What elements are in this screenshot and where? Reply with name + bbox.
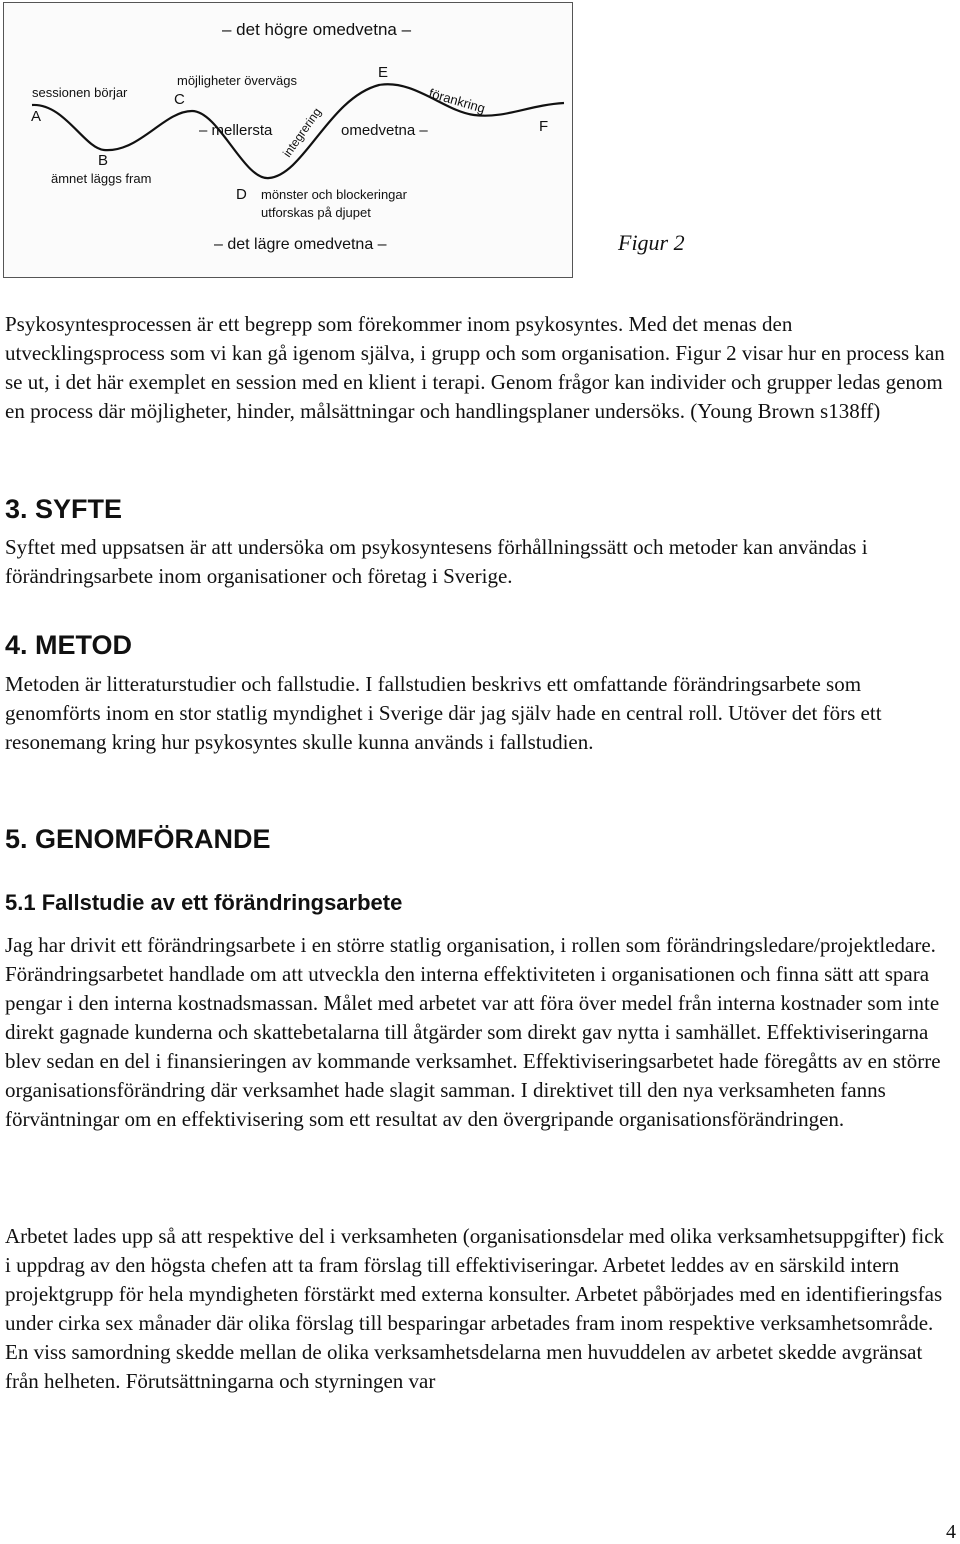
label-e: E — [378, 64, 389, 81]
label-c: C — [174, 91, 185, 108]
fallstudie-paragraph-2: Arbetet lades upp så att respektive del i verksamheten (organisationsdelar med olika verksamhetsuppgifter) fick i uppdrag av den högsta chefen att ta fram förslag till effektiviseringar. Arbetet leddes av en särskild intern projektgrupp för hela myndigheten förstärkt med externa konsulter. Arbetet påbörjades med en identifieringsfas under cirka sex månader där olika förslag till besparingar arbetades fram inom respektive verksamhetsområde. En viss samordning skedde mellan de olika verksamhetsdelarna men huvuddelen av arbetet skedde avgränsat från helheten. Förutsättningarna och styrningen var — [5, 1224, 945, 1393]
heading-genomforande: 5. GENOMFÖRANDE — [5, 824, 271, 854]
label-d-text-2: utforskas på djupet — [261, 205, 371, 220]
syfte-paragraph: Syftet med uppsatsen är att undersöka om psykosyntesens förhållningssätt och metoder kan användas i förändringsarbete inom organisationer och företag i Sverige. — [5, 535, 868, 588]
figure-caption: Figur 2 — [618, 230, 685, 255]
page-number: 4 — [946, 1521, 956, 1543]
label-middle-right: omedvetna – — [341, 122, 428, 139]
label-bottom: – det lägre omedvetna – — [214, 236, 387, 253]
label-a: A — [31, 108, 42, 125]
label-d-text-1: mönster och blockeringar — [261, 187, 407, 202]
label-start: sessionen börjar — [32, 85, 128, 100]
label-top: – det högre omedvetna – — [222, 20, 412, 39]
label-b: B — [98, 152, 109, 169]
process-diagram — [4, 3, 574, 279]
heading-fallstudie: 5.1 Fallstudie av ett förändringsarbete — [5, 890, 403, 915]
label-f: F — [539, 118, 549, 135]
process-figure — [3, 2, 573, 278]
fallstudie-paragraph-1: Jag har drivit ett förändringsarbete i en större statlig organisation, i rollen som förändringsledare/projektledare. Förändringsarbetet handlade om att utveckla den interna effektiviteten i organisationen och finna sätt att spara pengar i den interna kostnadsmassan. Målet med arbetet var att föra över medel från interna kostnader som inte direkt gagnade kunderna och skattebetalarna till åtgärder som direkt gav nytta i samhället. Effektiviseringarna blev sedan en del i finansieringen av kommande verksamhet. Effektiviseringsarbetet hade föregåtts av en större organisationsförändring där verksamhet hade slagit samman. I direktivet till den nya verksamheten fanns förväntningar om en effektivisering som ett resultat av den övergripande organisationsförändringen. — [5, 933, 941, 1131]
intro-paragraph: Psykosyntesprocessen är ett begrepp som förekommer inom psykosyntes. Med det menas den utvecklingsprocess som vi kan gå igenom själva, i grupp och som organisation. Figur 2 visar hur en process kan se ut, i det här exemplet en session med en klient i terapi. Genom frågor kan individer och grupper ledas genom en process där möjligheter, hinder, målsättningar och handlingsplaner undersöks. (Young Brown s138ff) — [5, 312, 945, 423]
metod-paragraph: Metoden är litteraturstudier och fallstudie. I fallstudien beskrivs ett omfattande förändringsarbete som genomförts inom en stor statlig myndighet i Sverige där jag själv hade en central roll. Utöver det förs ett resonemang kring hur psykosyntes skulle kunna används i fallstudien. — [5, 672, 882, 754]
label-middle-left: – mellersta — [199, 122, 273, 139]
label-b-text: ämnet läggs fram — [51, 171, 152, 186]
label-integration: integrering — [279, 105, 324, 160]
label-c-text: möjligheter övervägs — [177, 73, 297, 88]
heading-syfte: 3. SYFTE — [5, 494, 123, 524]
heading-metod: 4. METOD — [5, 630, 133, 660]
label-d: D — [236, 186, 247, 203]
label-anchoring: förankring — [427, 85, 487, 116]
